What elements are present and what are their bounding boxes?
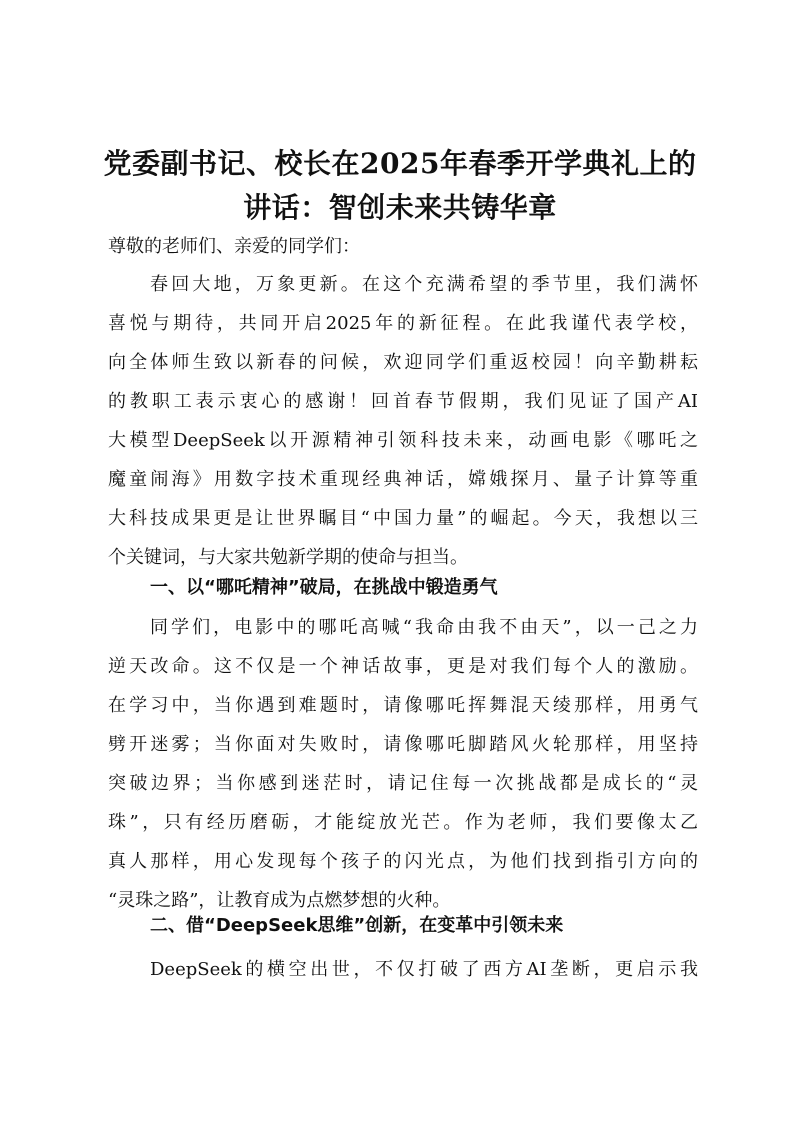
paragraph-2-line: 劈开迷雾；当你面对失败时，请像哪吒脚踏风火轮那样，用坚持: [108, 734, 698, 755]
paragraph-2-line: 同学们，电影中的哪吒高喊“我命由我不由天”，以一己之力: [150, 617, 698, 638]
paragraph-1-line: 的教职工表示衷心的感谢！回首春节假期，我们见证了国产AI: [108, 391, 698, 412]
section-heading-1: 一、以“哪吒精神”破局，在挑战中锻造勇气: [150, 577, 498, 598]
paragraph-2-line: 真人那样，用心发现每个孩子的闪光点，为他们找到指引方向的: [108, 851, 698, 872]
paragraph-1-line: 魔童闹海》用数字技术重现经典神话，嫦娥探月、量子计算等重: [108, 469, 698, 490]
paragraph-2-line: 珠”，只有经历磨砺，才能绽放光芒。作为老师，我们要像太乙: [108, 812, 698, 833]
section-heading-2: 二、借“DeepSeek思维”创新，在变革中引领未来: [150, 915, 564, 936]
paragraph-1-line: 个关键词，与大家共勉新学期的使命与担当。: [108, 547, 468, 568]
paragraph-1-line: 大科技成果更是让世界瞩目“中国力量”的崛起。今天，我想以三: [108, 508, 698, 529]
document-title-line-1: 党委副书记、校长在2025年春季开学典礼上的: [103, 147, 697, 180]
paragraph-2-line: 在学习中，当你遇到难题时，请像哪吒挥舞混天绫那样，用勇气: [108, 695, 698, 716]
paragraph-2-line: 突破边界；当你感到迷茫时，请记住每一次挑战都是成长的“灵: [108, 773, 698, 794]
paragraph-2-line: 逆天改命。这不仅是一个神话故事，更是对我们每个人的激励。: [108, 656, 698, 677]
paragraph-1-line: 向全体师生致以新春的问候，欢迎同学们重返校园！向辛勤耕耘: [108, 352, 698, 373]
paragraph-1-line: 春回大地，万象更新。在这个充满希望的季节里，我们满怀: [150, 274, 698, 295]
paragraph-3-line: DeepSeek的横空出世，不仅打破了西方AI垄断，更启示我: [150, 959, 698, 980]
paragraph-1-line: 大模型DeepSeek以开源精神引领科技未来，动画电影《哪吒之: [108, 430, 698, 451]
paragraph-2-line: “灵珠之路”，让教育成为点燃梦想的火种。: [108, 890, 451, 911]
paragraph-1-line: 喜悦与期待，共同开启2025年的新征程。在此我谨代表学校，: [108, 313, 698, 334]
salutation: 尊敬的老师们、亲爱的同学们：: [108, 236, 360, 257]
document-title-line-2: 讲话：智创未来共铸华章: [243, 191, 557, 224]
